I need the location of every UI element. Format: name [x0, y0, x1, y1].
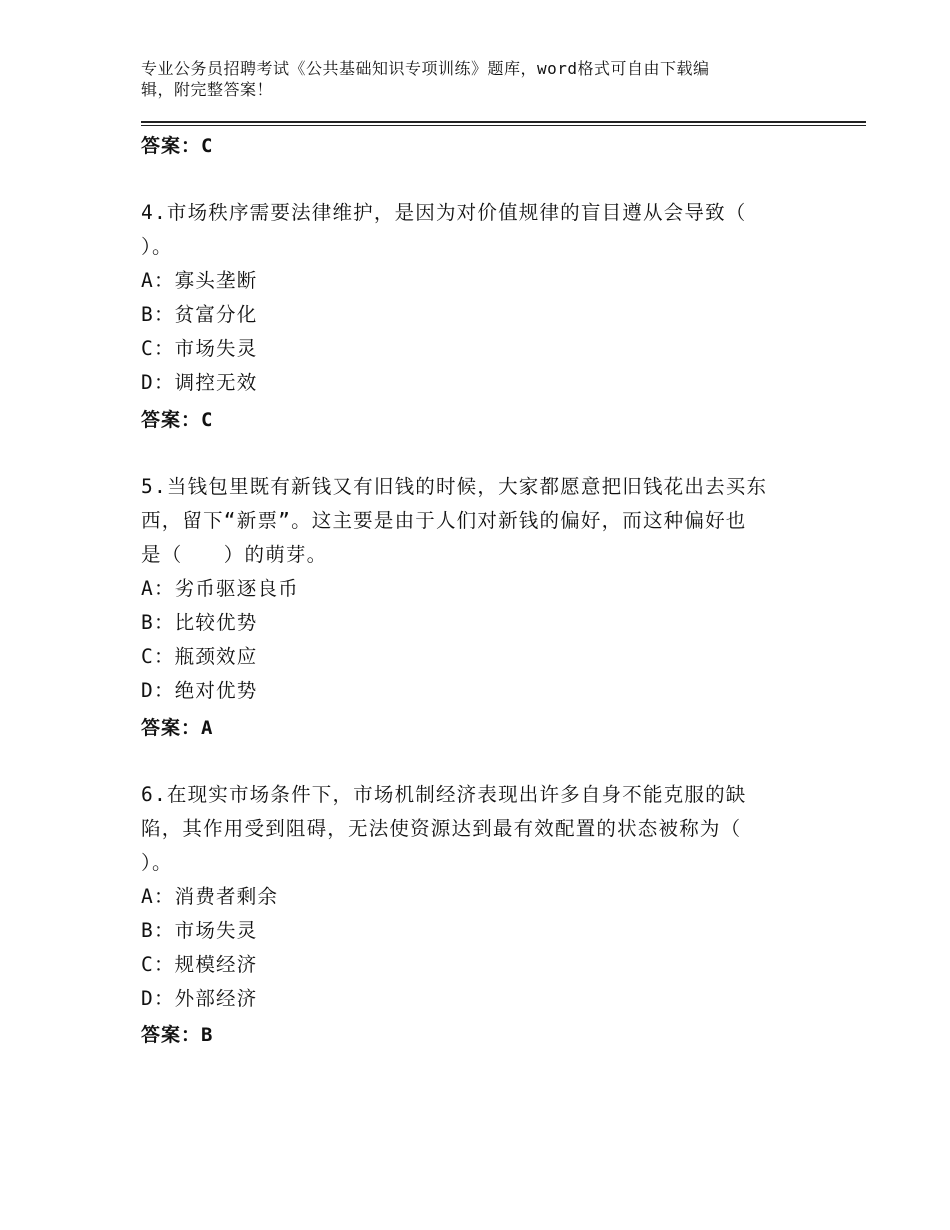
question-text: 5.当钱包里既有新钱又有旧钱的时候，大家都愿意把旧钱花出去买东: [141, 475, 768, 498]
option-a: A：消费者剩余: [141, 885, 279, 908]
option-b: B：贫富分化: [141, 303, 258, 326]
option-a: A：劣币驱逐良币: [141, 577, 299, 600]
question-text: 6.在现实市场条件下，市场机制经济表现出许多自身不能克服的缺: [141, 783, 747, 806]
question-text: 4.市场秩序需要法律维护，是因为对价值规律的盲目遵从会导致（: [141, 201, 747, 224]
option-c: C：市场失灵: [141, 337, 258, 360]
header-divider: [141, 125, 866, 126]
option-c: C：瓶颈效应: [141, 645, 258, 668]
header-line: 专业公务员招聘考试《公共基础知识专项训练》题库，word格式可自由下载编: [141, 59, 710, 78]
option-b: B：市场失灵: [141, 919, 258, 942]
question-text: 是（ ）的萌芽。: [141, 543, 328, 566]
question-text: 陷，其作用受到阻碍，无法使资源达到最有效配置的状态被称为（: [141, 817, 742, 840]
header-line: 辑，附完整答案！: [141, 80, 274, 99]
option-d: D：绝对优势: [141, 679, 258, 702]
option-c: C：规模经济: [141, 953, 258, 976]
question-text: 西，留下“新票”。这主要是由于人们对新钱的偏好，而这种偏好也: [141, 509, 747, 532]
option-a: A：寡头垄断: [141, 269, 258, 292]
question-6: [141, 778, 801, 1016]
option-d: D：调控无效: [141, 371, 258, 394]
question-4: [141, 196, 801, 400]
option-d: D：外部经济: [141, 987, 258, 1010]
answer-5: 答案：A: [141, 717, 214, 739]
answer-4: 答案：C: [141, 409, 214, 431]
answer-6: 答案：B: [141, 1024, 214, 1046]
document-header: [141, 58, 791, 100]
question-text: ）。: [141, 851, 173, 874]
question-text: ）。: [141, 235, 173, 258]
option-b: B：比较优势: [141, 611, 258, 634]
previous-answer: 答案：C: [141, 135, 214, 157]
header-divider: [141, 121, 866, 123]
question-5: [141, 470, 801, 708]
